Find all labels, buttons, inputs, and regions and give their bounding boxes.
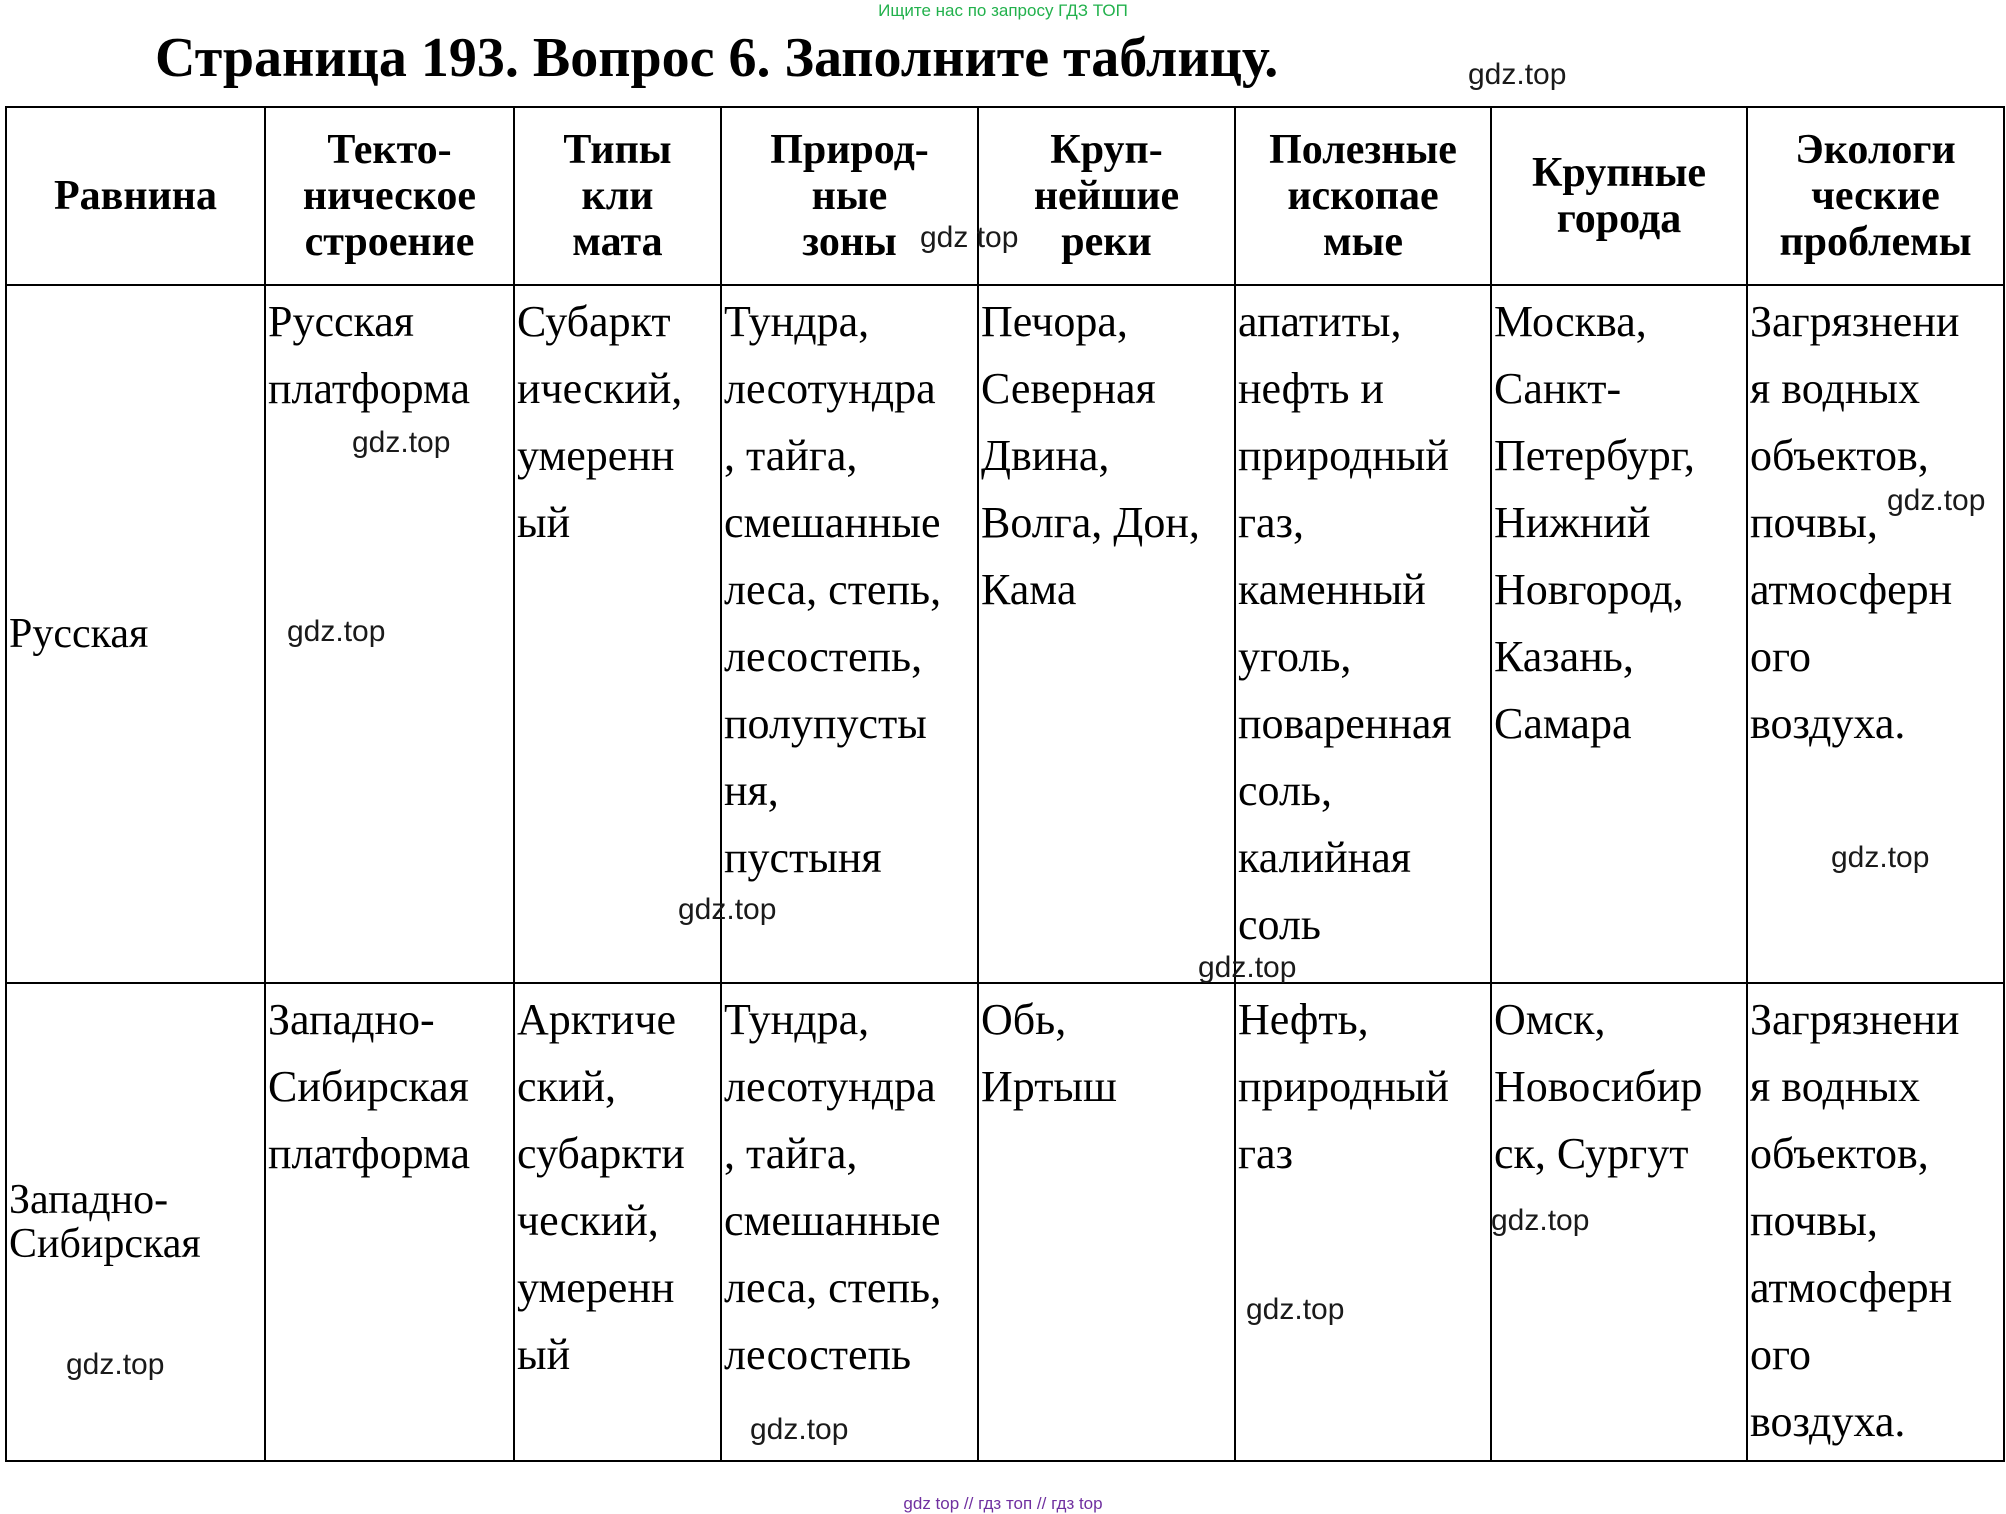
minerals-cell: Нефть, природный газ (1235, 983, 1491, 1461)
watermark: gdz.top (750, 1413, 849, 1446)
watermark: gdz.top (1831, 841, 1930, 874)
watermark: gdz.top (678, 893, 777, 926)
rivers-cell: Печора, Северная Двина, Волга, Дон, Кама (978, 285, 1235, 983)
footer-watermark: gdz top // гдз топ // гдз top (903, 1494, 1103, 1513)
header-row (6, 107, 2004, 285)
tectonic-cell: Западно- Сибирская платформа (265, 983, 514, 1461)
zones-cell: Тундра, лесотундра , тайга, смешанные леса, степь, лесостепь (721, 983, 978, 1461)
header-ecological-problems: Экологи ческие проблемы (1747, 107, 2004, 285)
watermark: gdz.top (352, 426, 451, 459)
header-large-cities: Крупные города (1491, 107, 1747, 285)
climate-cell: Субаркт ический, умеренн ый (514, 285, 721, 983)
ecology-cell: Загрязнени я водных объектов, почвы, атмосферн ого воздуха. (1747, 285, 2004, 983)
plain-name-cell: Западно- Сибирская (6, 983, 265, 1461)
tectonic-cell: Русская платформа (265, 285, 514, 983)
watermark: gdz.top (1468, 58, 1567, 91)
climate-cell: Арктиче ский, субаркти ческий, умеренн ый (514, 983, 721, 1461)
watermark: gdz.top (1246, 1293, 1345, 1326)
header-minerals: Полезные ископае мые (1235, 107, 1491, 285)
zones-cell: Тундра, лесотундра , тайга, смешанные леса, степь, лесостепь, полупусты ня, пустыня (721, 285, 978, 983)
watermark: gdz.top (66, 1348, 165, 1381)
header-largest-rivers: Круп- нейшие реки (978, 107, 1235, 285)
plain-name-cell: Русская (6, 285, 265, 983)
header-plain: Равнина (6, 107, 265, 285)
rivers-cell: Обь, Иртыш (978, 983, 1235, 1461)
watermark: gdz.top (1887, 484, 1986, 517)
header-tectonic-structure: Текто- ническое строение (265, 107, 514, 285)
cities-cell: Москва, Санкт- Петербург, Нижний Новгород, Казань, Самара (1491, 285, 1747, 983)
minerals-cell: апатиты, нефть и природный газ, каменный уголь, поваренная соль, калийная соль (1235, 285, 1491, 983)
header-climate-types: Типы кли мата (514, 107, 721, 285)
page-title: Страница 193. Вопрос 6. Заполните таблицу. (155, 27, 1279, 89)
answer-table (5, 106, 2005, 1462)
header-natural-zones: Природ- ные зоны (721, 107, 978, 285)
watermark: gdz.top (1491, 1204, 1590, 1237)
top-search-note: Ищите нас по запросу ГДЗ ТОП (878, 1, 1128, 20)
table-row (6, 983, 2004, 1461)
watermark: gdz.top (1198, 951, 1297, 984)
watermark: gdz top (920, 221, 1019, 254)
watermark: gdz.top (287, 615, 386, 648)
cities-cell: Омск, Новосибир ск, Сургут (1491, 983, 1747, 1461)
ecology-cell: Загрязнени я водных объектов, почвы, атмосферн ого воздуха. (1747, 983, 2004, 1461)
